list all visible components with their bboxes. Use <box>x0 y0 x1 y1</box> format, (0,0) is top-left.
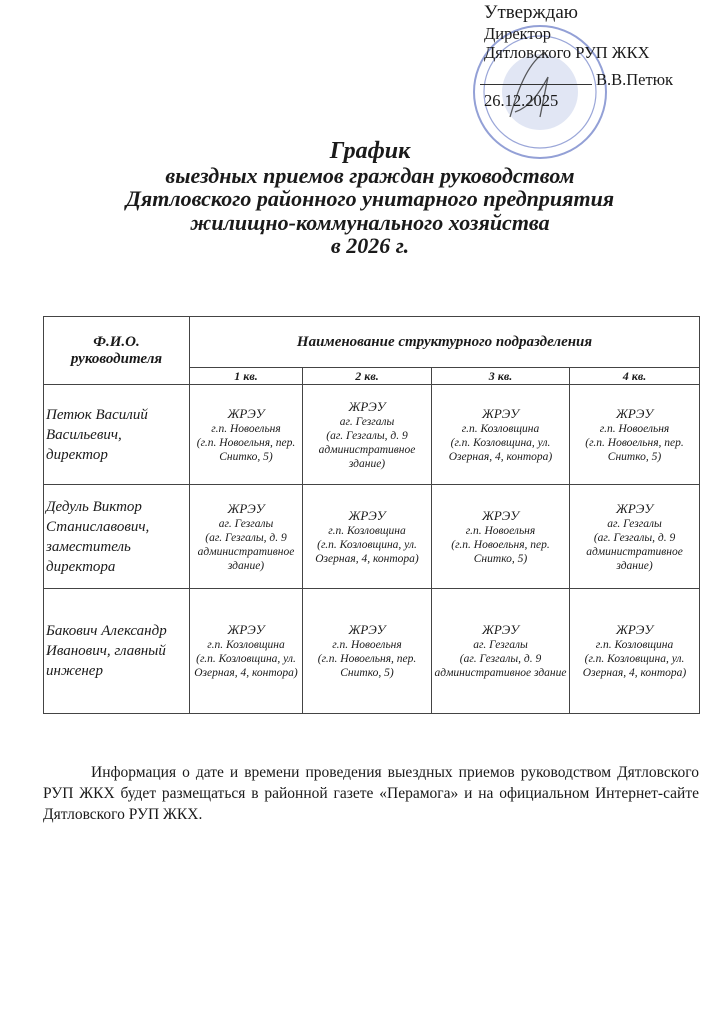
cell-place: г.п. Козловщина <box>328 524 406 537</box>
cell-unit: ЖРЭУ <box>615 622 654 637</box>
schedule-cell <box>303 385 432 485</box>
cell-place: аг. Гезгалы <box>339 415 395 428</box>
cell-place: г.п. Козловщина <box>595 639 674 651</box>
cell-address: (аг. Гезгалы, д. 9 административное здание) <box>586 531 683 572</box>
table-row <box>44 385 700 485</box>
table-row <box>44 589 700 714</box>
schedule-cell <box>432 485 570 589</box>
header-quarter: 3 кв. <box>432 368 570 385</box>
approval-organization: Дятловского РУП ЖКХ <box>484 43 650 62</box>
title-line-5: в 2026 г. <box>330 233 410 258</box>
cell-address: (г.п. Новоельня, пер. Снитко, 5) <box>451 538 550 565</box>
info-paragraph: Информация о дате и времени проведения выездных приемов руководством Дятловского РУП ЖКХ будет размещаться в районной газете «Перамога» и на официальном Интернет-сайте Дятловского РУП ЖКХ. <box>43 764 699 823</box>
cell-address: (г.п. Новоельня, пер. Снитко, 5) <box>196 436 296 463</box>
schedule-cell <box>190 485 303 589</box>
manager-name: Бакович Александр Иванович, главный инженер <box>44 589 190 714</box>
cell-place: г.п. Новоельня <box>211 422 281 435</box>
header-unit: Наименование структурного подразделения <box>190 317 700 368</box>
cell-place: аг. Гезгалы <box>607 517 662 530</box>
schedule-cell <box>570 485 700 589</box>
approval-position: Директор <box>484 24 551 43</box>
cell-unit: ЖРЭУ <box>227 405 265 421</box>
schedule-cell <box>432 385 570 485</box>
schedule-cell <box>303 589 432 714</box>
approval-signatory: В.В.Петюк <box>596 70 674 89</box>
title-line-1: График <box>329 138 411 164</box>
cell-unit: ЖРЭУ <box>615 500 654 516</box>
cell-unit: ЖРЭУ <box>481 405 520 421</box>
cell-address: (г.п. Новоельня, пер. Снитко, 5) <box>317 653 417 679</box>
table-row <box>44 485 700 589</box>
schedule-cell <box>190 589 303 714</box>
schedule-cell <box>570 589 700 714</box>
manager-name: Дедуль Виктор Станиславович, заместитель директора <box>44 485 190 589</box>
title-line-3: Дятловского районного унитарного предприятия <box>125 186 615 211</box>
cell-unit: ЖРЭУ <box>481 507 520 523</box>
cell-address: (г.п. Козловщина, ул. Озерная, 4, контора) <box>448 436 553 463</box>
cell-address: (г.п. Козловщина, ул. Озерная, 4, контора) <box>315 538 419 565</box>
title-line-4: жилищно-коммунального хозяйства <box>190 209 550 235</box>
cell-unit: ЖРЭУ <box>481 622 520 637</box>
cell-place: аг. Гезгалы <box>218 517 274 530</box>
cell-address: (аг. Гезгалы, д. 9 административное здание <box>434 653 567 679</box>
header-quarter: 4 кв. <box>570 368 700 385</box>
cell-place: г.п. Новоельня <box>465 524 536 537</box>
cell-address: (г.п. Козловщина, ул. Озерная, 4, контора) <box>194 653 298 679</box>
cell-place: г.п. Козловщина <box>207 639 285 651</box>
approval-heading: Утверждаю <box>484 2 578 23</box>
cell-address: (аг. Гезгалы, д. 9 административное здание) <box>197 531 295 572</box>
manager-name: Петюк Василий Васильевич, директор <box>44 385 190 485</box>
cell-address: (г.п. Новоельня, пер. Снитко, 5) <box>585 436 684 463</box>
cell-unit: ЖРЭУ <box>348 507 386 523</box>
schedule-cell <box>432 589 570 714</box>
document-title <box>100 140 640 258</box>
cell-unit: ЖРЭУ <box>615 405 654 421</box>
header-fio: Ф.И.О. руководителя <box>44 317 190 385</box>
cell-address: (г.п. Козловщина, ул. Озерная, 4, контора) <box>582 653 687 679</box>
cell-place: г.п. Новоельня <box>599 422 670 435</box>
cell-place: г.п. Новоельня <box>332 639 402 651</box>
cell-place: г.п. Козловщина <box>461 422 540 435</box>
schedule-cell <box>303 485 432 589</box>
approval-date: 26.12.2025 <box>484 91 559 110</box>
signature-line <box>480 84 592 85</box>
cell-address: (аг. Гезгалы, д. 9 административное здание) <box>318 429 416 470</box>
header-quarter: 2 кв. <box>303 368 432 385</box>
cell-unit: ЖРЭУ <box>348 398 386 414</box>
cell-unit: ЖРЭУ <box>227 622 265 637</box>
cell-unit: ЖРЭУ <box>348 622 386 637</box>
schedule-cell <box>570 385 700 485</box>
cell-unit: ЖРЭУ <box>227 500 265 516</box>
approval-block <box>484 2 714 110</box>
cell-place: аг. Гезгалы <box>473 639 528 651</box>
header-quarter: 1 кв. <box>190 368 303 385</box>
schedule-cell <box>190 385 303 485</box>
title-line-2: выездных приемов граждан руководством <box>165 162 575 188</box>
schedule-table <box>43 316 700 714</box>
